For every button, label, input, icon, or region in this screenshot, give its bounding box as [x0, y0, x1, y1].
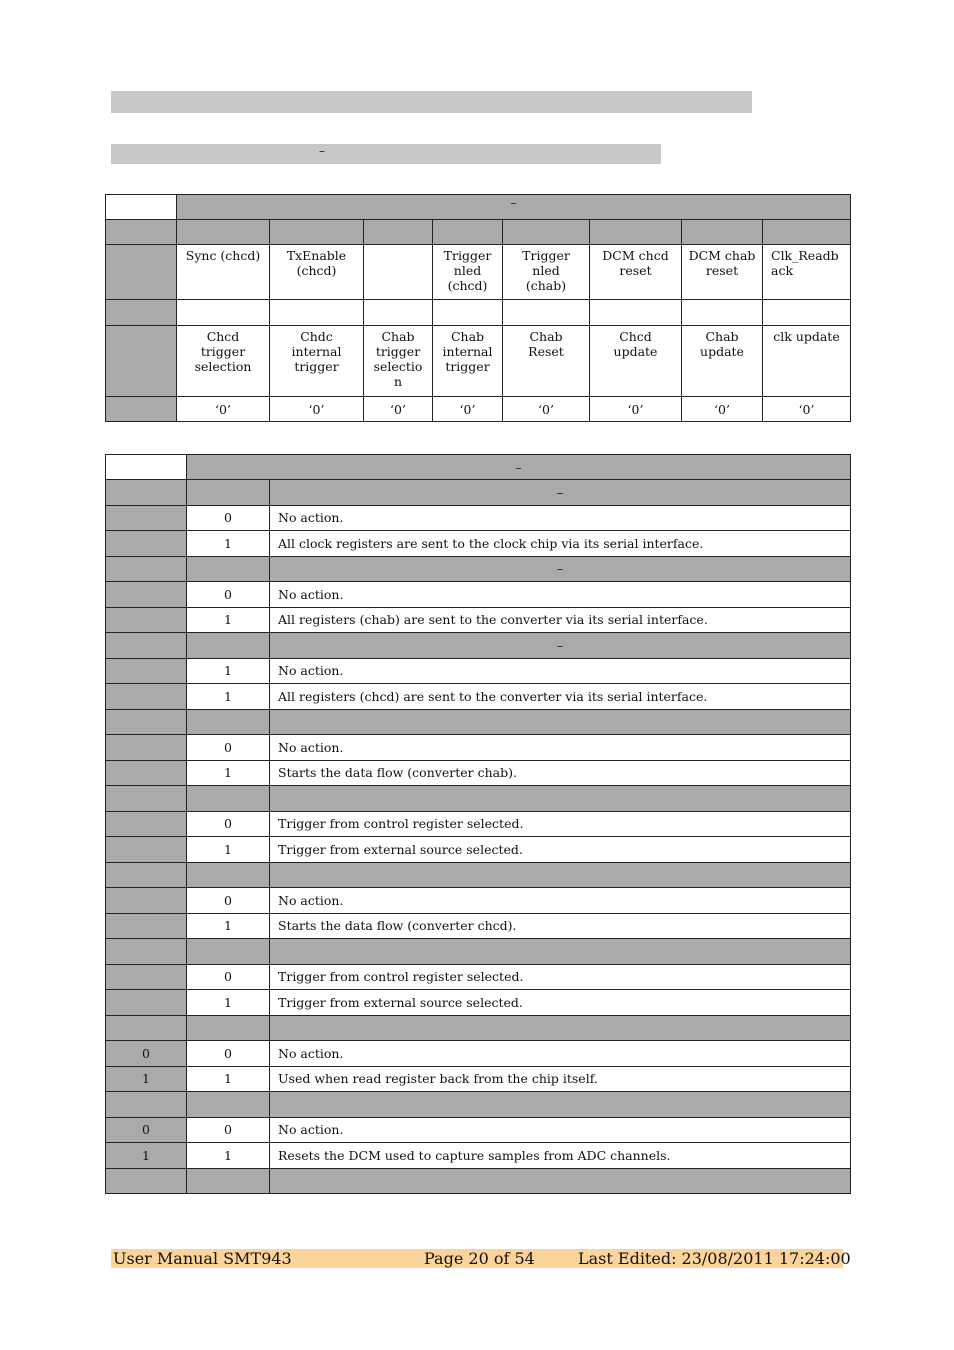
register-functions-row — [106, 326, 851, 397]
value-a — [106, 505, 187, 531]
value-description: Trigger from external source selected. — [270, 837, 851, 863]
bit-section-header — [106, 786, 851, 812]
bit-cell — [177, 300, 270, 326]
value-description: Trigger from control register selected. — [270, 811, 851, 837]
value-description: No action. — [270, 582, 851, 608]
register-header — [177, 195, 851, 220]
section-label-a — [106, 1015, 187, 1041]
value-a — [106, 582, 187, 608]
register-defaults-row — [106, 397, 851, 422]
register-default: ‘0’ — [590, 397, 682, 422]
section-label-b — [187, 939, 270, 965]
section-label-b — [187, 633, 270, 659]
register-name — [364, 245, 433, 300]
register-name: DCM chab reset — [682, 245, 763, 300]
value-description: Trigger from control register selected. — [270, 964, 851, 990]
value-b: 1 — [187, 658, 270, 684]
value-b: 1 — [187, 1143, 270, 1169]
bit-cell — [364, 220, 433, 245]
value-description: All registers (chcd) are sent to the converter via its serial interface. — [270, 684, 851, 710]
bit-cell — [763, 220, 851, 245]
value-a — [106, 990, 187, 1016]
footer-document-title: User Manual SMT943 — [113, 1249, 292, 1268]
register-function: Chcd trigger selection — [177, 326, 270, 397]
bit-value-row — [106, 990, 851, 1016]
value-a — [106, 531, 187, 557]
value-b: 0 — [187, 811, 270, 837]
bit-value-row — [106, 684, 851, 710]
register-names-row — [106, 245, 851, 300]
value-description: All registers (chab) are sent to the converter via its serial interface. — [270, 607, 851, 633]
value-a — [106, 913, 187, 939]
register-function: Chab internal trigger — [433, 326, 503, 397]
value-a: 1 — [106, 1143, 187, 1169]
register-default: ‘0’ — [763, 397, 851, 422]
table-caption-bar — [111, 144, 661, 164]
section-title — [270, 1168, 851, 1194]
value-b: 0 — [187, 505, 270, 531]
value-description: No action. — [270, 505, 851, 531]
section-label-b — [187, 786, 270, 812]
register-name: DCM chcd reset — [590, 245, 682, 300]
bit-cell — [763, 300, 851, 326]
bit-section-header — [106, 939, 851, 965]
bit-cell — [433, 300, 503, 326]
bit-value-row — [106, 531, 851, 557]
section-label-b — [187, 1168, 270, 1194]
section-title: – — [270, 480, 851, 506]
bit-value-row — [106, 1143, 851, 1169]
section-title: – — [270, 556, 851, 582]
footer-page-number: Page 20 of 54 — [424, 1249, 535, 1268]
bit-value-row — [106, 760, 851, 786]
value-a — [106, 964, 187, 990]
bit-number-label — [106, 220, 177, 245]
value-a — [106, 837, 187, 863]
bit-cell — [177, 220, 270, 245]
bit-value-row — [106, 1117, 851, 1143]
value-b: 1 — [187, 531, 270, 557]
register-function: Chab Reset — [503, 326, 590, 397]
section-label-a — [106, 862, 187, 888]
page-footer — [111, 1249, 851, 1268]
register-table — [105, 194, 851, 422]
section-title — [270, 786, 851, 812]
value-b: 0 — [187, 735, 270, 761]
value-b: 0 — [187, 964, 270, 990]
register-name: Clk_Readb ack — [763, 245, 851, 300]
section-label-b — [187, 709, 270, 735]
bit-value-row — [106, 913, 851, 939]
section-heading-bar — [111, 91, 752, 113]
value-a — [106, 760, 187, 786]
value-a — [106, 607, 187, 633]
section-label-b — [187, 480, 270, 506]
register-name: Trigger nled (chcd) — [433, 245, 503, 300]
register-function: clk update — [763, 326, 851, 397]
value-description: No action. — [270, 1117, 851, 1143]
value-description: Used when read register back from the chip itself. — [270, 1066, 851, 1092]
section-label-a — [106, 1092, 187, 1118]
value-a — [106, 658, 187, 684]
section-label-a — [106, 786, 187, 812]
register-default: ‘0’ — [682, 397, 763, 422]
register-default: ‘0’ — [177, 397, 270, 422]
value-a: 0 — [106, 1117, 187, 1143]
value-a: 0 — [106, 1041, 187, 1067]
bit-cell — [590, 220, 682, 245]
value-a — [106, 684, 187, 710]
section-title — [270, 1092, 851, 1118]
value-b: 0 — [187, 1117, 270, 1143]
register-function: Chcd update — [590, 326, 682, 397]
bit-cell — [270, 300, 364, 326]
value-b: 1 — [187, 607, 270, 633]
value-a: 1 — [106, 1066, 187, 1092]
row-label — [106, 397, 177, 422]
bit-cell — [270, 220, 364, 245]
bit-section-header — [106, 1015, 851, 1041]
section-label-a — [106, 939, 187, 965]
section-label-a — [106, 480, 187, 506]
value-b: 1 — [187, 913, 270, 939]
value-description: No action. — [270, 888, 851, 914]
bit-cell — [682, 220, 763, 245]
register-function: Chab update — [682, 326, 763, 397]
bit-cell — [590, 300, 682, 326]
section-label-b — [187, 1015, 270, 1041]
register-function: Chab trigger selectio n — [364, 326, 433, 397]
bit-section-header — [106, 1168, 851, 1194]
value-description: Trigger from external source selected. — [270, 990, 851, 1016]
bit-value-row — [106, 811, 851, 837]
bit-section-header — [106, 480, 851, 506]
value-b: 0 — [187, 582, 270, 608]
section-label-b — [187, 556, 270, 582]
register-default: ‘0’ — [433, 397, 503, 422]
value-b: 1 — [187, 990, 270, 1016]
value-b: 1 — [187, 837, 270, 863]
bit-value-row — [106, 1066, 851, 1092]
section-title: – — [270, 633, 851, 659]
row-label — [106, 245, 177, 300]
register-default: ‘0’ — [270, 397, 364, 422]
bit-value-row — [106, 1041, 851, 1067]
register-header-corner — [106, 195, 177, 220]
bit-value-row — [106, 607, 851, 633]
row-label — [106, 326, 177, 397]
register-name: Trigger nled (chab) — [503, 245, 590, 300]
section-label-a — [106, 1168, 187, 1194]
table-caption-dash: – — [319, 144, 325, 158]
value-description: All clock registers are sent to the clock chip via its serial interface. — [270, 531, 851, 557]
section-label-b — [187, 1092, 270, 1118]
register-function: Chdc internal trigger — [270, 326, 364, 397]
register-default: ‘0’ — [364, 397, 433, 422]
value-b: 0 — [187, 888, 270, 914]
bit-cell — [503, 300, 590, 326]
bit-value-row — [106, 582, 851, 608]
value-b: 1 — [187, 1066, 270, 1092]
value-description: Resets the DCM used to capture samples from ADC channels. — [270, 1143, 851, 1169]
value-b: 1 — [187, 684, 270, 710]
description-table — [105, 454, 851, 1194]
bit-value-row — [106, 837, 851, 863]
bit-section-header — [106, 633, 851, 659]
bit-cell — [433, 220, 503, 245]
bit-value-row — [106, 735, 851, 761]
value-description: Starts the data flow (converter chcd). — [270, 913, 851, 939]
value-a — [106, 735, 187, 761]
section-title — [270, 939, 851, 965]
register-default: ‘0’ — [503, 397, 590, 422]
section-label-a — [106, 709, 187, 735]
section-label-b — [187, 862, 270, 888]
bit-value-row — [106, 505, 851, 531]
section-title — [270, 1015, 851, 1041]
bit-value-row — [106, 888, 851, 914]
footer-last-edited: Last Edited: 23/08/2011 17:24:00 — [578, 1249, 851, 1268]
bit-cell — [682, 300, 763, 326]
bit-cell — [364, 300, 433, 326]
bit-number-label — [106, 300, 177, 326]
bit-value-row — [106, 658, 851, 684]
register-name: TxEnable (chcd) — [270, 245, 364, 300]
bit-cell — [503, 220, 590, 245]
section-title — [270, 862, 851, 888]
register-name: Sync (chcd) — [177, 245, 270, 300]
value-description: Starts the data flow (converter chab). — [270, 760, 851, 786]
section-title — [270, 709, 851, 735]
section-label-a — [106, 633, 187, 659]
section-label-a — [106, 556, 187, 582]
value-b: 0 — [187, 1041, 270, 1067]
description-header — [187, 455, 851, 480]
value-description: No action. — [270, 735, 851, 761]
value-a — [106, 888, 187, 914]
bit-section-header — [106, 1092, 851, 1118]
bit-value-row — [106, 964, 851, 990]
value-a — [106, 811, 187, 837]
description-header-corner — [106, 455, 187, 480]
bit-section-header — [106, 862, 851, 888]
value-b: 1 — [187, 760, 270, 786]
register-header-dash: – — [510, 195, 517, 210]
value-description: No action. — [270, 1041, 851, 1067]
value-description: No action. — [270, 658, 851, 684]
bit-section-header — [106, 709, 851, 735]
description-header-dash: – — [515, 459, 522, 475]
bit-section-header — [106, 556, 851, 582]
